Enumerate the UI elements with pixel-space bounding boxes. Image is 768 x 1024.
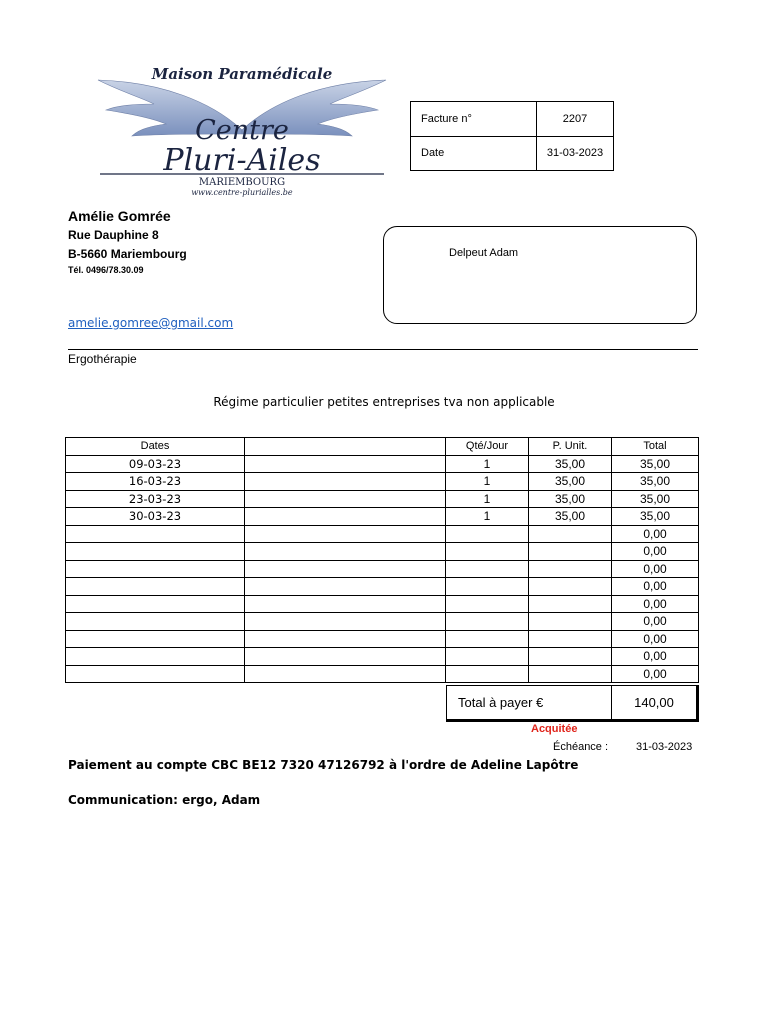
client-address-box: [383, 226, 697, 324]
table-row: [66, 543, 699, 561]
invoice-date-label: Date: [421, 147, 445, 160]
cell-description: [245, 578, 446, 596]
cell-description: [245, 648, 446, 666]
table-row: [66, 595, 699, 613]
cell-date: [66, 543, 245, 561]
sender-name: Amélie Gomrée: [68, 208, 171, 224]
cell-unit-price: 35,00: [529, 473, 612, 491]
logo-line3: Pluri-Ailes: [163, 143, 321, 178]
cell-description: [245, 490, 446, 508]
cell-total: 0,00: [612, 543, 699, 561]
total-label: Total à payer €: [458, 695, 544, 710]
payment-instructions: Paiement au compte CBC BE12 7320 47126792 à l'ordre de Adeline Lapôtre: [68, 758, 579, 772]
table-row: [66, 455, 699, 473]
cell-description: [245, 473, 446, 491]
client-name: Delpeut Adam: [449, 247, 519, 259]
sender-email-link[interactable]: amelie.gomree@gmail.com: [68, 316, 234, 330]
logo-line2: Centre: [195, 115, 289, 146]
cell-qty: [446, 613, 529, 631]
cell-date: 16-03-23: [66, 473, 245, 491]
invoice-number: 2207: [537, 102, 614, 136]
cell-total: 35,00: [612, 508, 699, 526]
table-row: [66, 578, 699, 596]
cell-qty: [446, 648, 529, 666]
cell-qty: 1: [446, 473, 529, 491]
cell-qty: [446, 595, 529, 613]
logo-line4: MARIEMBOURG: [198, 177, 286, 188]
total-value: 140,00: [611, 686, 696, 719]
table-header-row: [66, 438, 699, 456]
cell-date: 23-03-23: [66, 490, 245, 508]
cell-qty: [446, 560, 529, 578]
cell-description: [245, 525, 446, 543]
due-date-label: Échéance :: [553, 741, 609, 753]
sender-phone: Tél. 0496/78.30.09: [68, 265, 144, 275]
table-row: [66, 560, 699, 578]
table-row: [66, 490, 699, 508]
cell-qty: 1: [446, 490, 529, 508]
cell-unit-price: [529, 525, 612, 543]
cell-description: [245, 455, 446, 473]
divider: [68, 349, 698, 350]
cell-total: 0,00: [612, 665, 699, 683]
cell-date: [66, 560, 245, 578]
cell-qty: 1: [446, 455, 529, 473]
sender-city: B-5660 Mariembourg: [68, 247, 187, 261]
cell-total: 35,00: [612, 455, 699, 473]
total-box: [446, 685, 699, 722]
cell-total: 0,00: [612, 578, 699, 596]
table-row: [66, 613, 699, 631]
service-type: Ergothérapie: [68, 352, 137, 366]
invoice-number-label: Facture n°: [411, 102, 537, 136]
cell-total: 0,00: [612, 560, 699, 578]
invoice-info-box: [410, 101, 614, 171]
cell-date: 09-03-23: [66, 455, 245, 473]
cell-description: [245, 665, 446, 683]
cell-unit-price: 35,00: [529, 455, 612, 473]
cell-date: [66, 665, 245, 683]
cell-qty: [446, 578, 529, 596]
cell-total: 0,00: [612, 648, 699, 666]
cell-qty: [446, 525, 529, 543]
cell-unit-price: [529, 648, 612, 666]
table-row: [66, 473, 699, 491]
table-row: [66, 508, 699, 526]
cell-description: [245, 595, 446, 613]
cell-unit-price: [529, 613, 612, 631]
cell-date: [66, 525, 245, 543]
header-qty: Qté/Jour: [446, 438, 529, 456]
sender-street: Rue Dauphine 8: [68, 228, 159, 242]
logo-line1: Maison Paramédicale: [151, 65, 333, 83]
payment-communication: Communication: ergo, Adam: [68, 793, 261, 807]
cell-date: [66, 648, 245, 666]
logo: [92, 62, 392, 202]
table-row: [66, 648, 699, 666]
cell-unit-price: 35,00: [529, 508, 612, 526]
cell-description: [245, 508, 446, 526]
cell-unit-price: [529, 578, 612, 596]
cell-description: [245, 560, 446, 578]
header-description: [245, 438, 446, 456]
cell-total: 0,00: [612, 630, 699, 648]
cell-date: [66, 578, 245, 596]
cell-total: 0,00: [612, 613, 699, 631]
table-row: [66, 630, 699, 648]
header-total: Total: [612, 438, 699, 456]
cell-date: [66, 595, 245, 613]
cell-qty: [446, 543, 529, 561]
cell-unit-price: [529, 560, 612, 578]
cell-total: 35,00: [612, 473, 699, 491]
cell-description: [245, 613, 446, 631]
invoice-date: 31-03-2023: [537, 136, 614, 170]
vat-regime-notice: Régime particulier petites entreprises tva non applicable: [213, 395, 555, 409]
cell-unit-price: [529, 630, 612, 648]
cell-qty: [446, 630, 529, 648]
cell-date: 30-03-23: [66, 508, 245, 526]
cell-total: 0,00: [612, 525, 699, 543]
cell-total: 35,00: [612, 490, 699, 508]
cell-unit-price: 35,00: [529, 490, 612, 508]
table-row: [66, 525, 699, 543]
wings-logo-graphic: [92, 62, 392, 202]
cell-date: [66, 630, 245, 648]
header-unit-price: P. Unit.: [529, 438, 612, 456]
cell-unit-price: [529, 665, 612, 683]
cell-description: [245, 543, 446, 561]
cell-description: [245, 630, 446, 648]
cell-total: 0,00: [612, 595, 699, 613]
cell-qty: 1: [446, 508, 529, 526]
items-table: [65, 437, 699, 683]
logo-line5: www.centre-plurialles.be: [191, 188, 293, 197]
header-dates: Dates: [66, 438, 245, 456]
cell-unit-price: [529, 543, 612, 561]
table-row: [66, 665, 699, 683]
due-date: 31-03-2023: [636, 741, 693, 753]
cell-date: [66, 613, 245, 631]
cell-unit-price: [529, 595, 612, 613]
cell-qty: [446, 665, 529, 683]
paid-status: Acquitée: [531, 723, 578, 735]
